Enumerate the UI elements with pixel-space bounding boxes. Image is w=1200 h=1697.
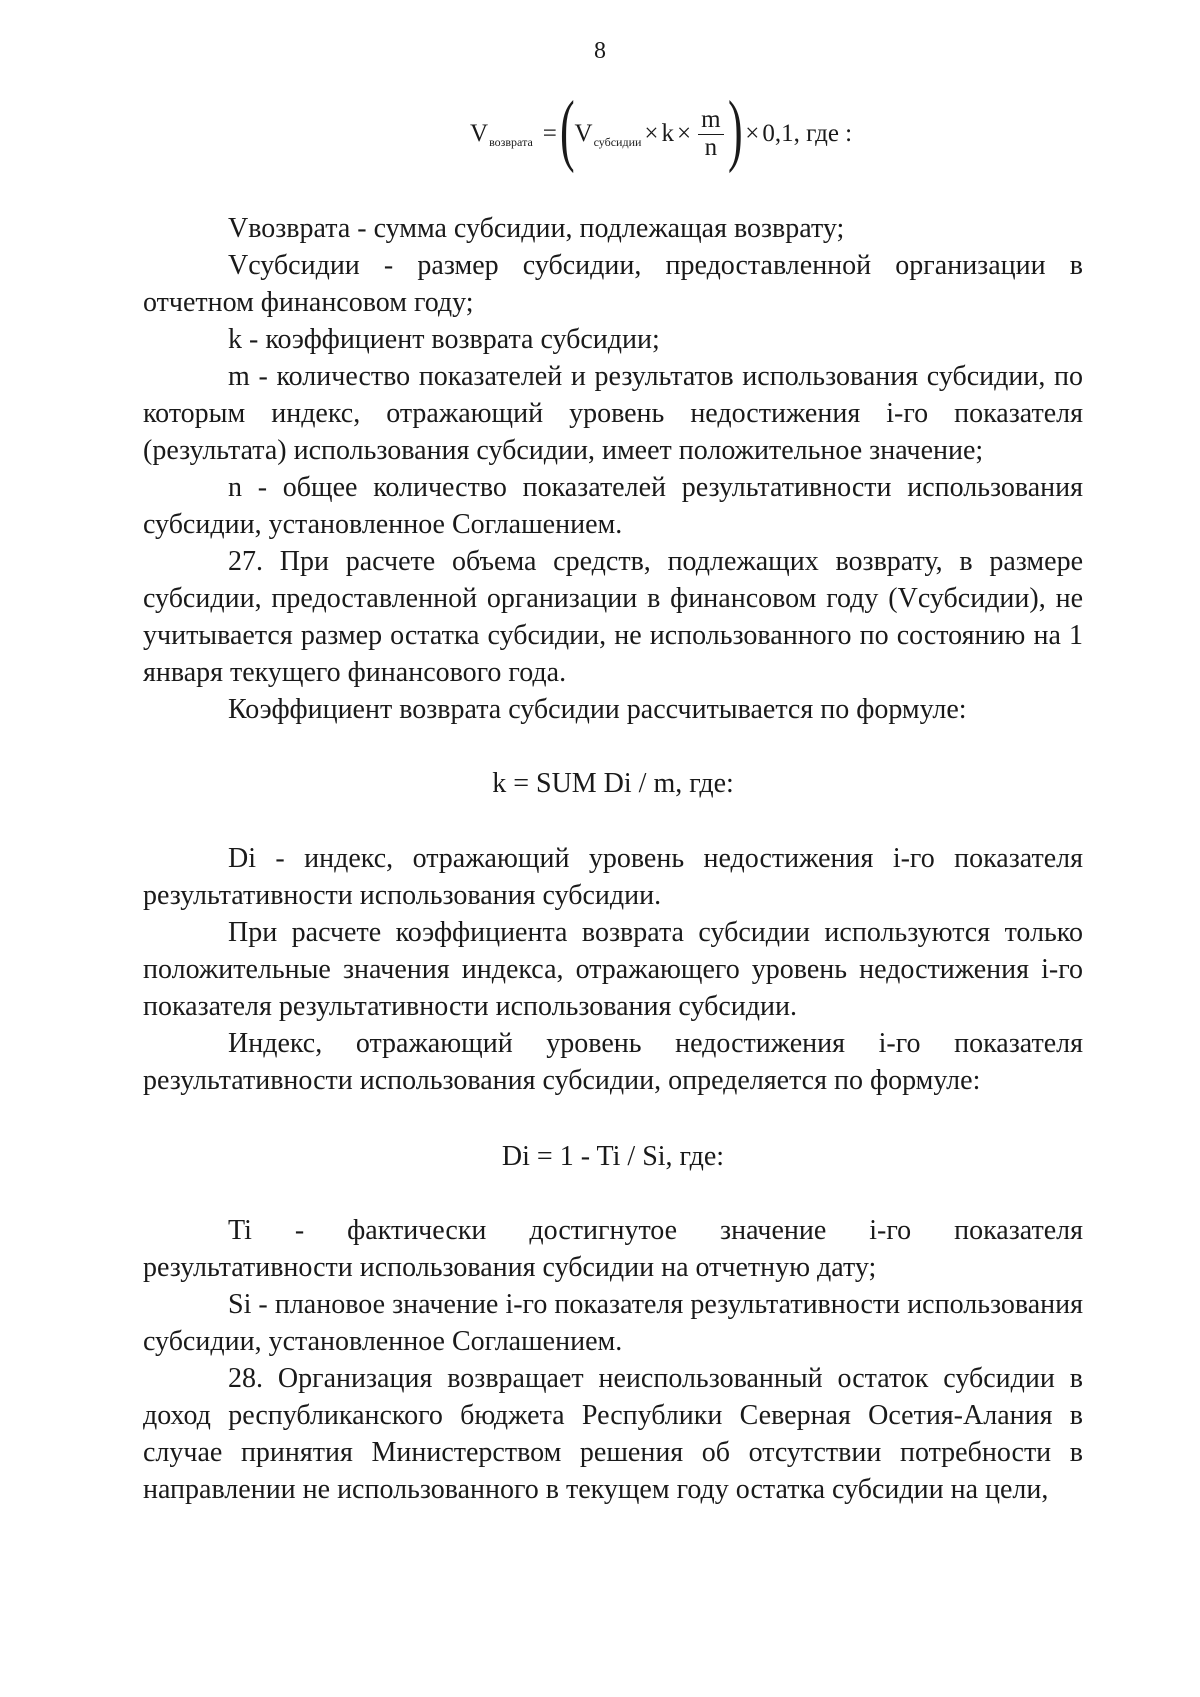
formula-open-paren: ( <box>559 86 575 174</box>
paragraph-positive-values: При расчете коэффициента возврата субсидии используются только положительные значения индекса, отражающего уровень недостижения i-го показателя результативности использования субсидии. <box>143 917 1083 1022</box>
paragraph-si: Si - плановое значение i-го показателя результативности использования субсидии, установленное Соглашением. <box>143 1289 1083 1357</box>
formula-di: Di = 1 - Ti / Si, где: <box>501 1141 725 1172</box>
index-section <box>143 840 1083 1099</box>
formula-fraction <box>698 107 723 161</box>
formula-times-3: × <box>745 120 760 147</box>
formula-times-2: × <box>677 120 692 147</box>
formula-k: k <box>661 120 675 147</box>
formula-inner-v: V <box>574 120 593 147</box>
paragraph-v-subsidy: Vсубсидии - размер субсидии, предоставленной организации в отчетном финансовом году; <box>143 250 1083 318</box>
formula-denominator: n <box>704 133 718 161</box>
paragraph-28: 28. Организация возвращает неиспользованный остаток субсидии в доход республиканского бюджета Республики Северная Осетия-Алания в случае принятия Министерством решения об отсутствии потребности в направлении не использованного в текущем году остатка субсидии на цели, <box>143 1363 1083 1505</box>
paragraph-ti: Ti - фактически достигнутое значение i-го показателя результативности использования субсидии на отчетную дату; <box>143 1215 1083 1283</box>
formula-lhs-v: V <box>470 120 489 147</box>
paragraph-coefficient-intro: Коэффициент возврата субсидии рассчитывается по формуле: <box>228 694 967 725</box>
return-amount-formula <box>470 86 853 174</box>
formula-close-paren: ) <box>727 86 743 174</box>
paragraph-27: 27. При расчете объема средств, подлежащих возврату, в размере субсидии, предоставленной организации в финансовом году (Vсубсидии), не учитывается размер остатка субсидии, не использованного по состоянию на 1 января текущего финансового года. <box>143 546 1083 688</box>
values-section <box>143 1212 1083 1508</box>
formula-inner-subscript: субсидии <box>593 134 642 149</box>
formula-lhs-subscript: возврата <box>489 134 533 149</box>
definitions-section <box>143 210 1083 728</box>
paragraph-v-return: Vвозврата - сумма субсидии, подлежащая возврату; <box>228 213 845 244</box>
paragraph-di: Di - индекс, отражающий уровень недостижения i-го показателя результативности использования субсидии. <box>143 843 1083 911</box>
paragraph-m: m - количество показателей и результатов использования субсидии, по которым индекс, отражающий уровень недостижения i-го показателя (результата) использования субсидии, имеет положительное значение; <box>143 361 1083 466</box>
page-number: 8 <box>594 38 606 64</box>
formula-times-1: × <box>644 120 659 147</box>
formula-factor: 0,1, где : <box>762 120 853 147</box>
formula-k-sum: k = SUM Di / m, где: <box>492 768 734 799</box>
paragraph-index-formula-intro: Индекс, отражающий уровень недостижения i-го показателя результативности использования субсидии, определяется по формуле: <box>143 1028 1083 1096</box>
paragraph-n: n - общее количество показателей результативности использования субсидии, установленное Соглашением. <box>143 472 1083 540</box>
paragraph-k: k - коэффициент возврата субсидии; <box>228 324 660 355</box>
formula-numerator: m <box>698 107 723 134</box>
formula-equals: = <box>542 120 557 147</box>
